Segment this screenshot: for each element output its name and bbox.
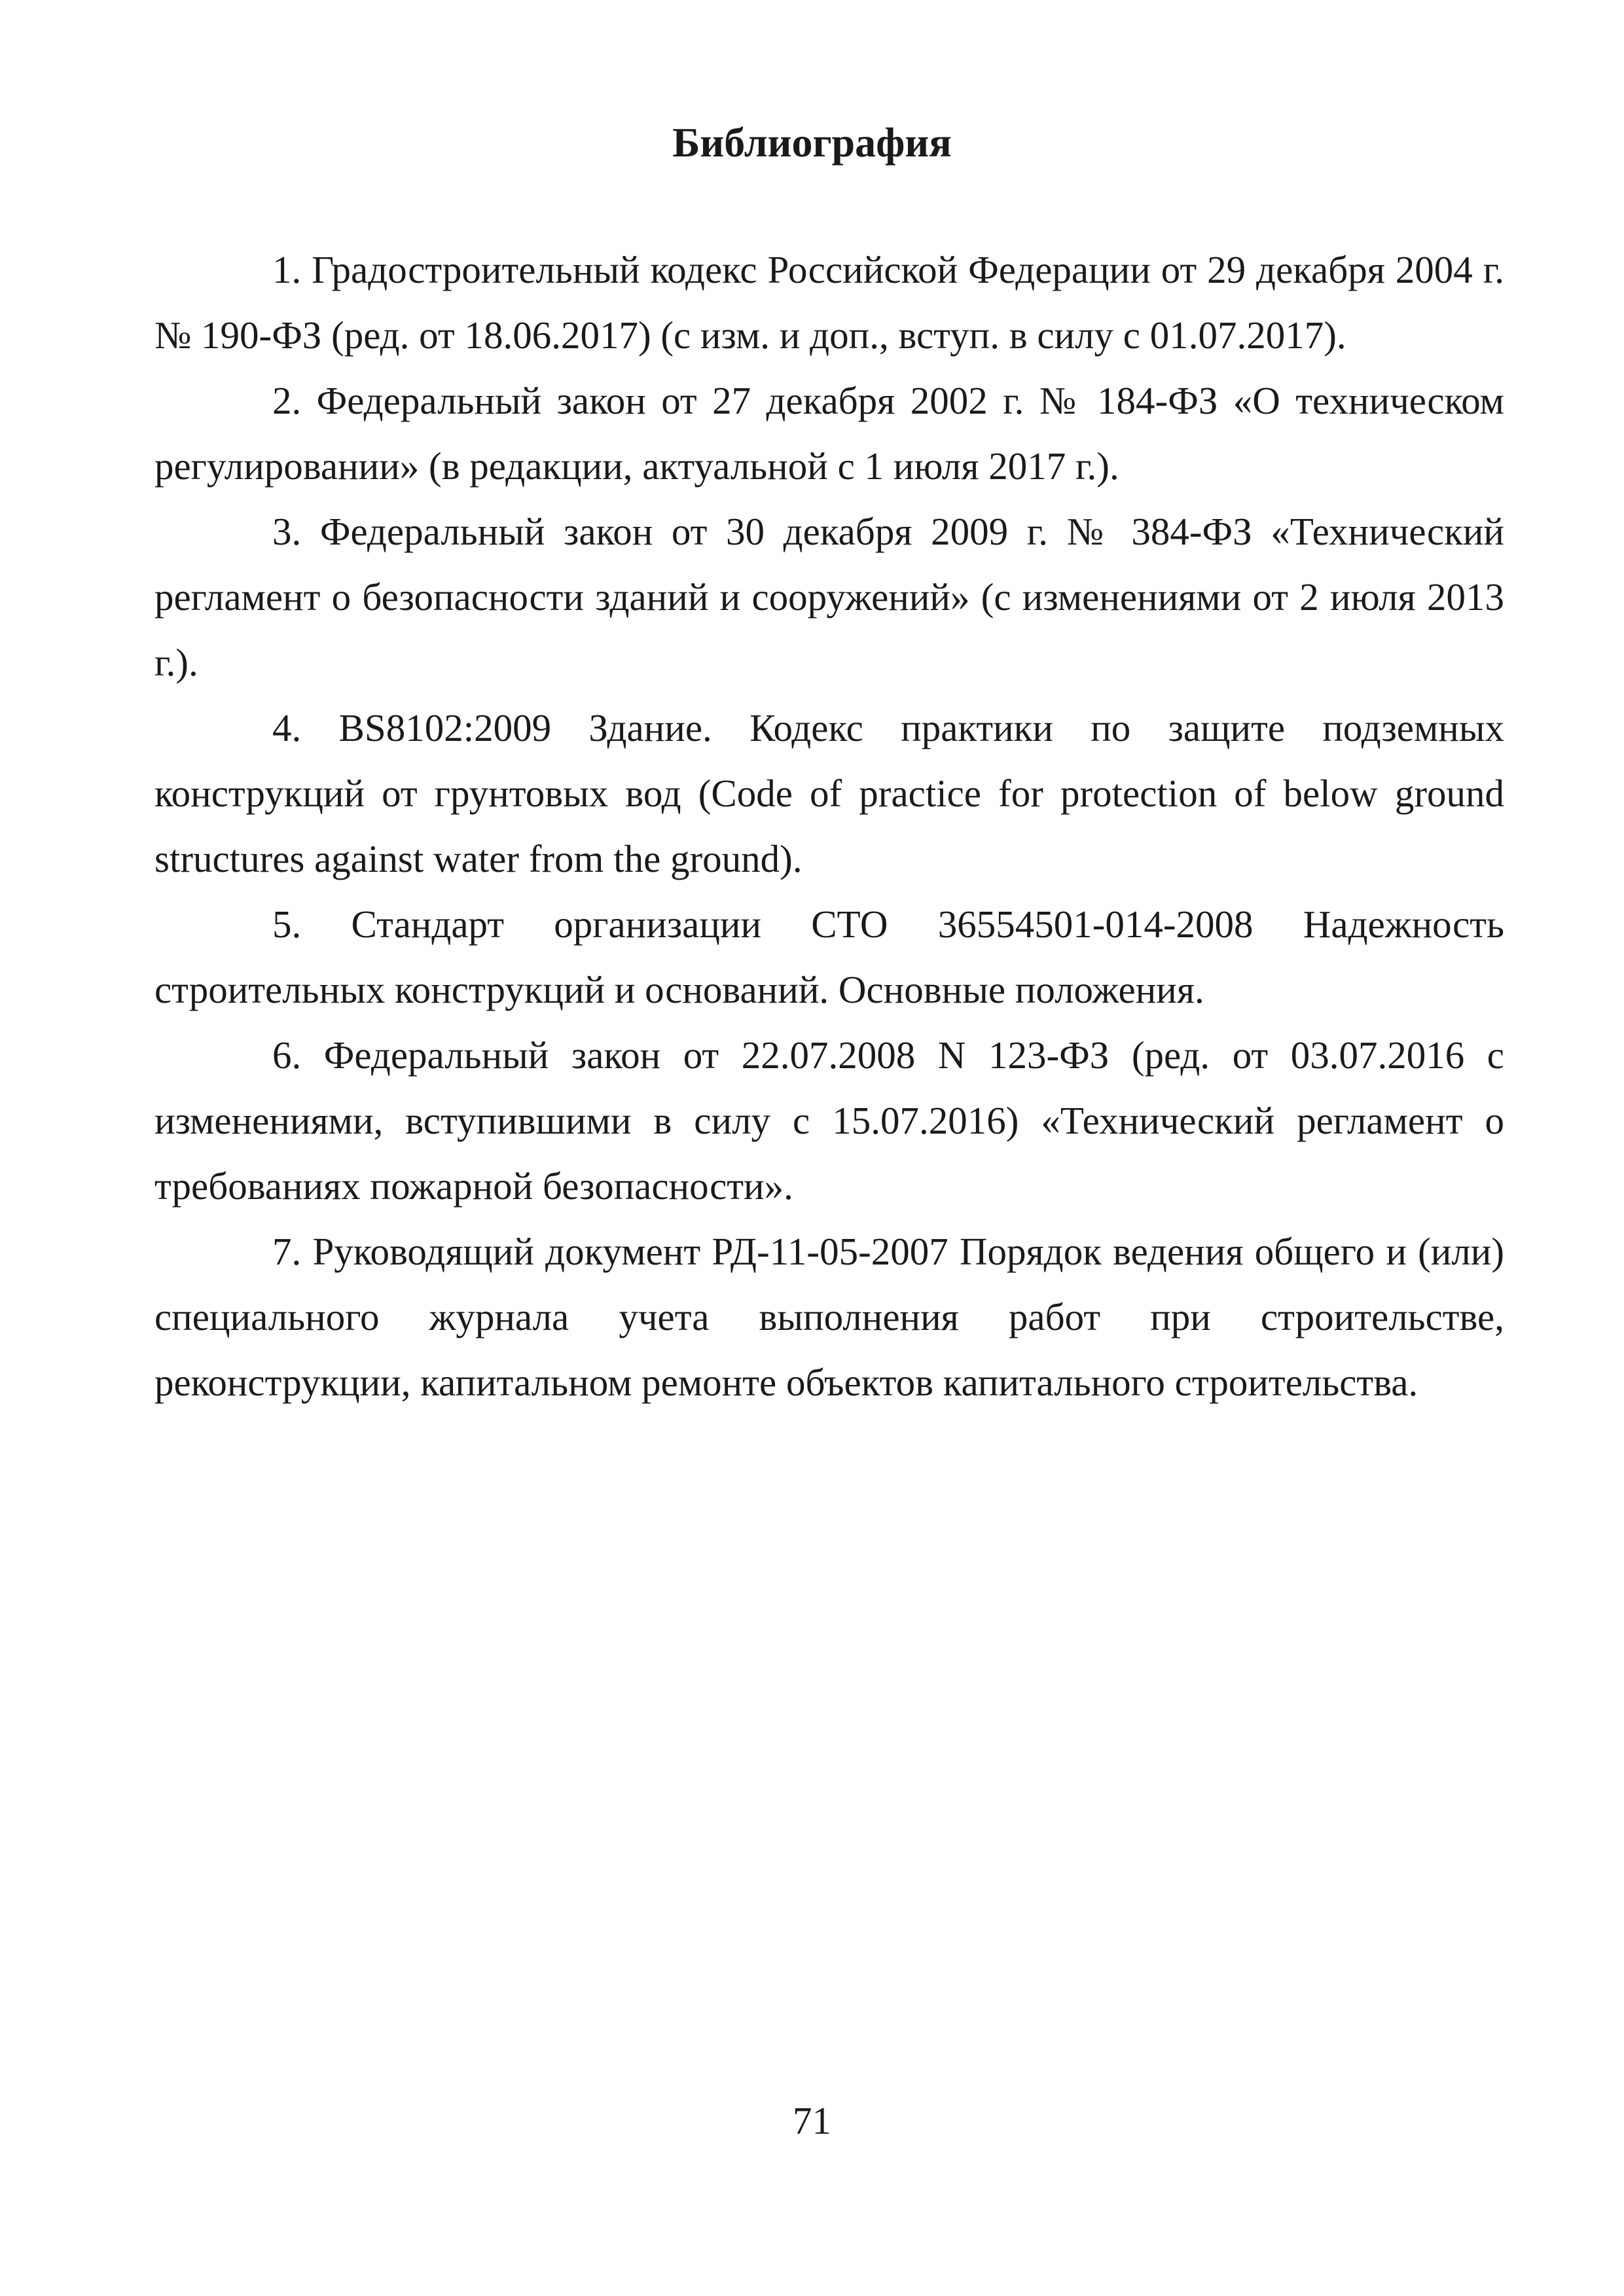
bibliography-item-4: 4. BS8102:2009 Здание. Кодекс практики по защите подземных конструкций от грунтовых вод (Code of practice for protection of below ground structures against water from the ground). bbox=[154, 706, 1504, 880]
bibliography-item-2: 2. Федеральный закон от 27 декабря 2002 г. № 184-ФЗ «О техническом регулировании» (в редакции, актуальной с 1 июля 2017 г.). bbox=[154, 379, 1504, 488]
bibliography-item-5: 5. Стандарт организации СТО 36554501-014-2008 Надежность строительных конструкций и оснований. Основные положения. bbox=[154, 903, 1504, 1011]
page-title: Библиография bbox=[672, 119, 952, 166]
bibliography-item-6: 6. Федеральный закон от 22.07.2008 N 123-ФЗ (ред. от 03.07.2016 с изменениями, вступившими в силу с 15.07.2016) «Технический регламент о требованиях пожарной безопасности». bbox=[154, 1033, 1504, 1208]
bibliography-item-7: 7. Руководящий документ РД-11-05-2007 Порядок ведения общего и (или) специального журнала учета выполнения работ при строительстве, реконструкции, капитальном ремонте объектов капитального строительства. bbox=[154, 1230, 1504, 1404]
bibliography-list bbox=[154, 237, 1504, 1415]
bibliography-item-3: 3. Федеральный закон от 30 декабря 2009 г. № 384-ФЗ «Технический регламент о безопасности зданий и сооружений» (с изменениями от 2 июля 2013 г.). bbox=[154, 510, 1504, 684]
bibliography-item-1: 1. Градостроительный кодекс Российской Федерации от 29 декабря 2004 г. № 190-ФЗ (ред. от 18.06.2017) (с изм. и доп., вступ. в силу с 01.07.2017). bbox=[154, 248, 1504, 357]
page-number: 71 bbox=[793, 2099, 831, 2142]
